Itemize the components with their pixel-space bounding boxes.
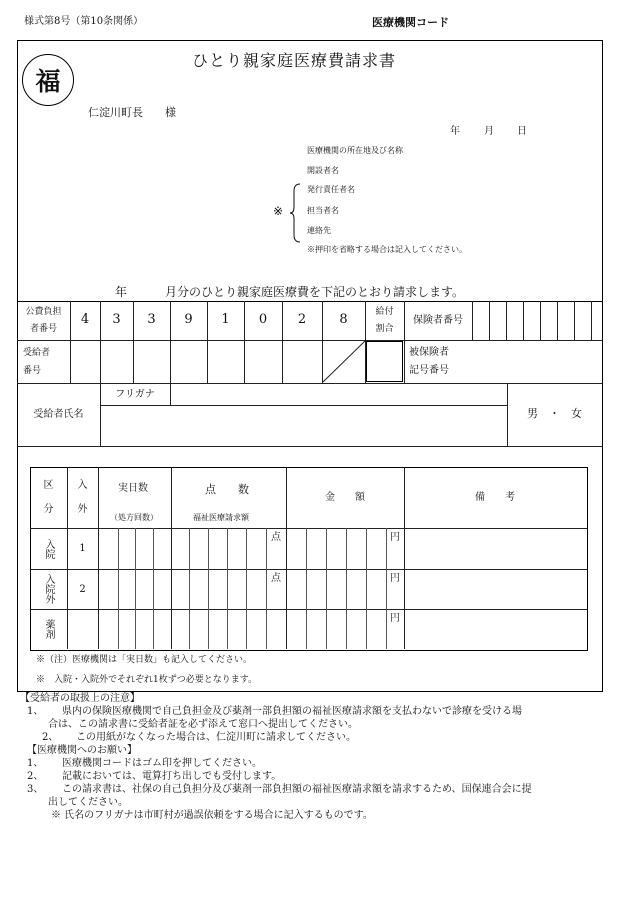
- col-days-header: 実日数: [118, 483, 148, 494]
- col-days-subheader: （処方回数）: [110, 513, 158, 522]
- seal-omission-note: ※押印を省略する場合は記入してください。: [307, 245, 467, 254]
- point-unit: 点: [271, 532, 281, 543]
- recipient-notes-heading: 【受給者の取扱上の注意】: [20, 693, 140, 704]
- institution-code-label: 医療機関コード: [372, 16, 449, 29]
- insurer-number-label: 保険者番号: [413, 315, 463, 326]
- row-code: 2: [79, 583, 86, 595]
- brace-icon: [290, 183, 302, 243]
- yen-unit: 円: [390, 532, 400, 543]
- col-remarks-header: 備 考: [475, 492, 515, 503]
- recipient-note-1b: 合は、この請求書に受給者証を必ず添えて窓口へ提出してください。: [48, 719, 358, 730]
- row-category: 入院: [43, 538, 54, 559]
- col-points-header: 点 数: [205, 483, 249, 496]
- issuer-label: 発行責任者名: [307, 185, 355, 194]
- payer-digit: 8: [339, 312, 348, 328]
- payer-digit: 4: [80, 312, 90, 328]
- payer-digit: 3: [147, 312, 156, 328]
- col-points-subheader: 福祉医療請求額: [193, 513, 249, 522]
- payer-digit: 2: [297, 312, 307, 328]
- institution-mark: ※: [273, 204, 284, 218]
- note-number: 1、: [27, 706, 44, 717]
- date-month-label: 月: [484, 126, 494, 137]
- payer-number-label: 公費負担 者番号: [25, 307, 62, 334]
- institution-note-3b: 出してください。: [48, 797, 128, 808]
- furigana-label: フリガナ: [115, 388, 155, 400]
- col-amount-header: 金 額: [325, 492, 365, 503]
- contact-label: 連絡先: [307, 226, 331, 235]
- row-code: 1: [79, 543, 86, 554]
- date-year-label: 年: [450, 126, 460, 137]
- payer-digit: 0: [258, 312, 268, 328]
- note-number: 2、: [27, 771, 44, 782]
- payer-digit: 3: [112, 312, 121, 328]
- table-note-days: ※（注）医療機関は「実日数」も記入してください。: [36, 655, 253, 665]
- note-number: 2、: [42, 732, 59, 743]
- institution-notes-heading: 【医療機関へのお願い】: [27, 745, 137, 756]
- founder-label: 開設者名: [307, 166, 339, 175]
- institution-note-1: 医療機関コードはゴム印を押してください。: [62, 758, 262, 769]
- note-number: 1、: [27, 758, 44, 769]
- benefit-ratio-label: 給付 割合: [375, 307, 394, 334]
- request-year-label: 年: [115, 285, 128, 299]
- form-number: 様式第8号（第10条関係）: [24, 16, 144, 27]
- institution-note-3a: この請求書は、社保の自己負担分及び薬剤一部負担額の福祉医療請求額を請求するため、国保連合会に提: [62, 784, 532, 795]
- recipient-name-label: 受給者氏名: [33, 409, 84, 420]
- furigana-note: ※ 氏名のフリガナは市町村が過誤依頼をする場合に記入するものです。: [51, 810, 373, 821]
- welfare-seal: 福: [22, 54, 74, 106]
- note-number: 3、: [27, 784, 44, 795]
- row-category: 入院外: [43, 574, 54, 604]
- person-in-charge-label: 担当者名: [307, 206, 339, 215]
- payer-digit: 1: [221, 312, 230, 328]
- institution-location-label: 医療機関の所在地及び名称: [307, 146, 403, 155]
- yen-unit: 円: [390, 613, 400, 624]
- insured-number-label: 被保険者 記号番号: [409, 346, 449, 376]
- recipient-note-1a: 県内の保険医療機関で自己負担金及び薬剤一部負担額の福祉医療請求額を支払わないで診療を受ける場: [62, 706, 522, 717]
- yen-unit: 円: [390, 573, 400, 584]
- row-category: 薬剤: [43, 619, 54, 639]
- institution-note-2: 記載においては、電算打ち出しでも受付します。: [62, 771, 282, 782]
- recipient-number-label: 受給者 番号: [23, 347, 51, 376]
- benefit-ratio-box[interactable]: [366, 341, 403, 382]
- table-note-per-type: ※ 入院・入院外でそれぞれ1枚ずつ必要となります。: [36, 675, 258, 685]
- addressee-honorific: 様: [165, 106, 176, 119]
- payer-digit: 9: [184, 312, 193, 328]
- col-category-header: 区 分: [43, 479, 54, 515]
- page-title: ひとり親家庭医療費請求書: [192, 51, 397, 70]
- date-day-label: 日: [517, 126, 527, 137]
- addressee-name: 仁淀川町長: [88, 106, 143, 119]
- point-unit: 点: [271, 573, 281, 584]
- gender-selector[interactable]: 男 ・ 女: [527, 407, 582, 421]
- slash-icon: [322, 340, 366, 383]
- col-entry-header: 入 外: [77, 479, 88, 515]
- recipient-note-2: この用紙がなくなった場合は、仁淀川町に請求してください。: [76, 732, 356, 743]
- request-statement: 月分のひとり親家庭医療費を下記のとおり請求します。: [165, 285, 465, 299]
